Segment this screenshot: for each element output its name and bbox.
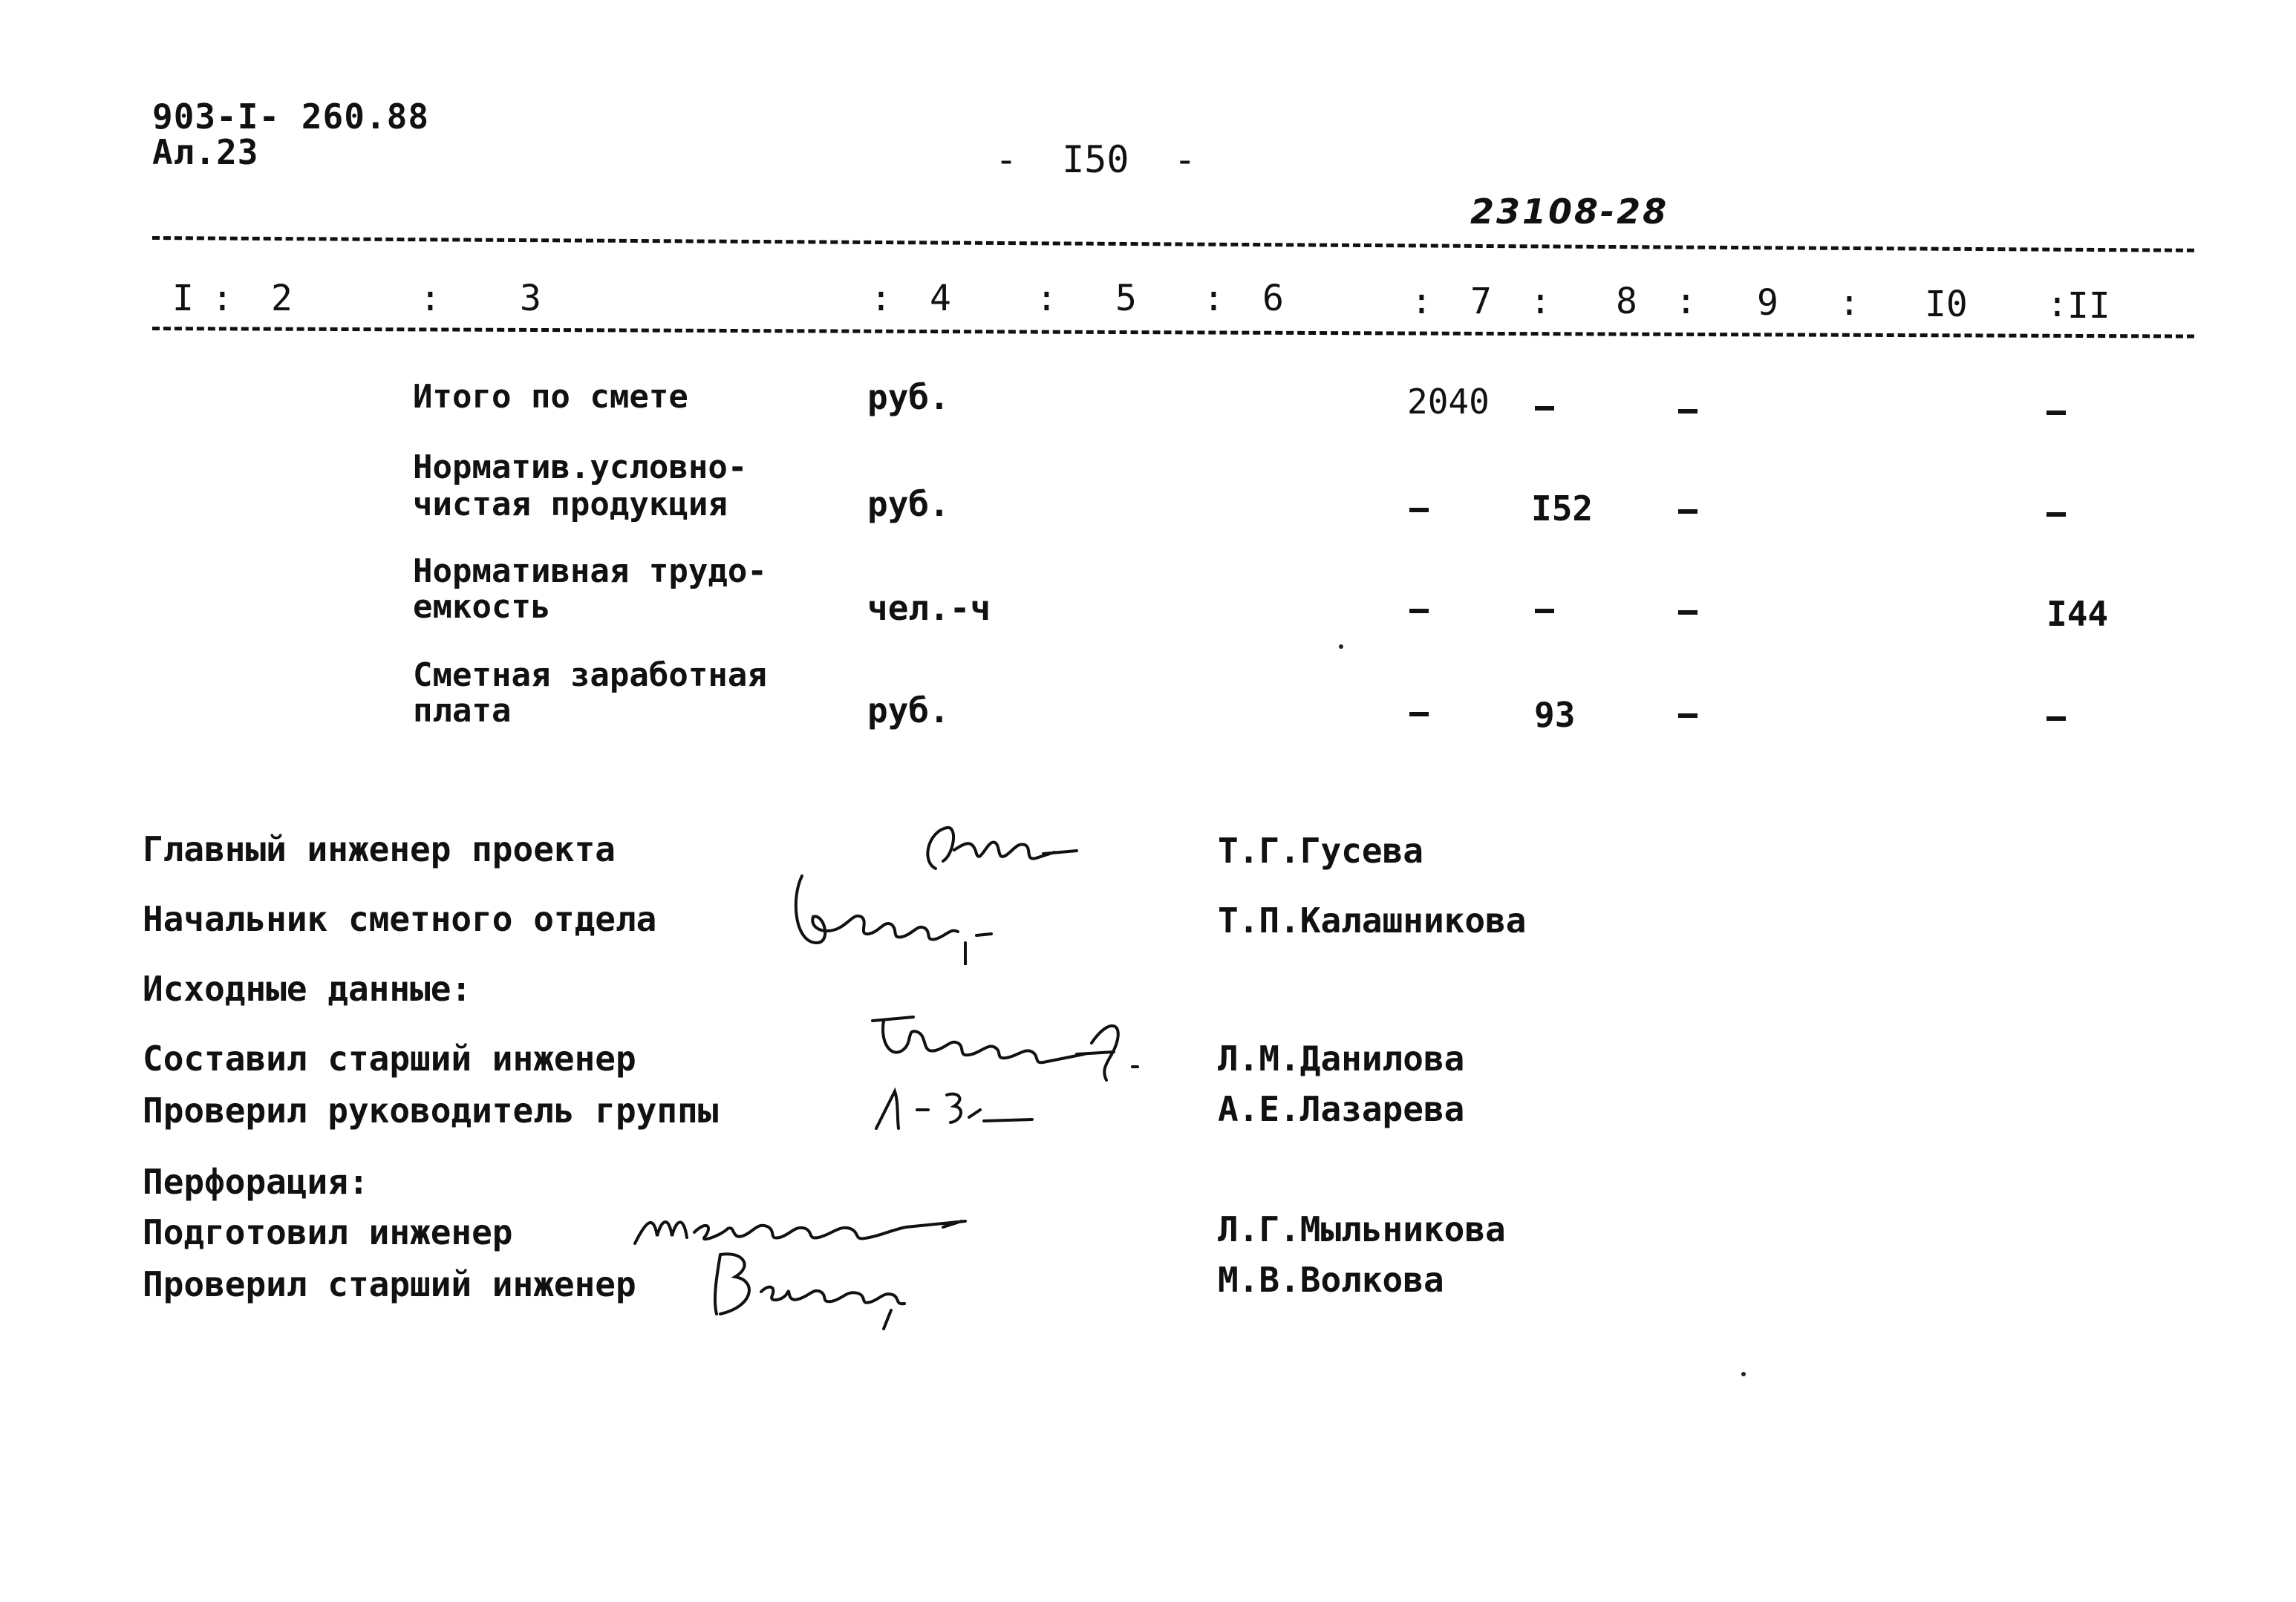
col-separator: : — [1036, 278, 1057, 319]
row-label: плата — [413, 692, 512, 730]
row-label: Итого по смете — [413, 378, 688, 416]
role-chief-engineer: Главный инженер проекта — [143, 829, 616, 869]
signature-checked-group — [861, 1076, 1047, 1143]
signature-checked-senior — [698, 1240, 936, 1336]
col9-cell — [1678, 610, 1697, 615]
col8-cell — [1535, 406, 1554, 411]
doc-code: 903-I- 260.88 — [152, 97, 430, 137]
col11-cell — [2046, 716, 2066, 721]
source-data-title: Исходные данные: — [143, 969, 472, 1009]
role-estimate-head: Начальник сметного отдела — [143, 899, 657, 939]
col9-cell — [1678, 509, 1697, 514]
col-separator: : — [1839, 282, 1860, 324]
perforation-title: Перфорация: — [143, 1162, 369, 1202]
col-separator: : — [1411, 281, 1432, 322]
col11-cell — [2046, 411, 2066, 415]
role-checked-group: Проверил руководитель группы — [143, 1091, 719, 1131]
unit-cell: чел.-ч — [867, 588, 991, 628]
col-1: I — [172, 278, 194, 319]
col8-cell — [1535, 609, 1554, 613]
archive-number: 23108-28 — [1470, 192, 1669, 232]
col8-cell: 93 — [1534, 695, 1576, 735]
col-9: 9 — [1757, 282, 1778, 324]
col-separator: : — [420, 278, 441, 319]
speck — [1741, 1372, 1746, 1376]
col7-cell — [1409, 609, 1429, 613]
col9-cell — [1678, 409, 1697, 413]
unit-cell: руб. — [867, 484, 950, 524]
name-chief-engineer: Т.Г.Гусева — [1218, 831, 1423, 871]
speck — [1339, 644, 1343, 649]
col8-cell: I52 — [1531, 488, 1594, 529]
col-separator: : — [870, 278, 892, 319]
column-header-rule — [152, 327, 2194, 339]
col-5: 5 — [1115, 278, 1137, 319]
role-checked-senior: Проверил старший инженер — [143, 1264, 636, 1304]
col-8: 8 — [1616, 281, 1637, 322]
signature-estimate-head — [780, 861, 1010, 965]
col-11: II — [2067, 285, 2110, 327]
name-checked-senior: М.В.Волкова — [1218, 1260, 1444, 1300]
role-prepared: Подготовил инженер — [143, 1212, 513, 1252]
col7-cell — [1409, 508, 1429, 512]
col-6: 6 — [1262, 278, 1284, 319]
col-2: 2 — [271, 278, 293, 319]
col9-cell — [1678, 713, 1697, 718]
row-label: чистая продукция — [413, 485, 728, 523]
page-number: - I50 - — [995, 138, 1196, 181]
col-3: 3 — [520, 278, 541, 319]
col-10: I0 — [1925, 284, 1968, 325]
sheet-label: Ал.23 — [152, 132, 259, 172]
col7-cell — [1409, 712, 1429, 716]
col-7: 7 — [1470, 281, 1492, 322]
row-label: Норматив.условно- — [413, 448, 748, 486]
col-separator: : — [1675, 281, 1697, 322]
role-compiled: Составил старший инженер — [143, 1039, 636, 1079]
col-separator: : — [1203, 278, 1224, 319]
top-rule — [152, 236, 2194, 252]
unit-cell: руб. — [867, 377, 950, 417]
col11-cell — [2046, 512, 2066, 517]
col11-cell: I44 — [2046, 594, 2109, 634]
name-compiled: Л.М.Данилова — [1218, 1039, 1465, 1079]
col-separator: : — [2046, 284, 2068, 325]
name-checked-group: А.Е.Лазарева — [1218, 1089, 1465, 1129]
col-4: 4 — [930, 278, 951, 319]
row-label: Нормативная трудо- — [413, 552, 767, 590]
row-label: емкость — [413, 588, 551, 626]
name-prepared: Л.Г.Мыльникова — [1218, 1209, 1506, 1249]
name-estimate-head: Т.П.Калашникова — [1218, 900, 1527, 941]
col7-cell: 2040 — [1407, 382, 1490, 422]
col-separator: : — [212, 278, 233, 319]
col-separator: : — [1530, 281, 1551, 322]
row-label: Сметная заработная — [413, 656, 767, 694]
unit-cell: руб. — [867, 690, 950, 730]
